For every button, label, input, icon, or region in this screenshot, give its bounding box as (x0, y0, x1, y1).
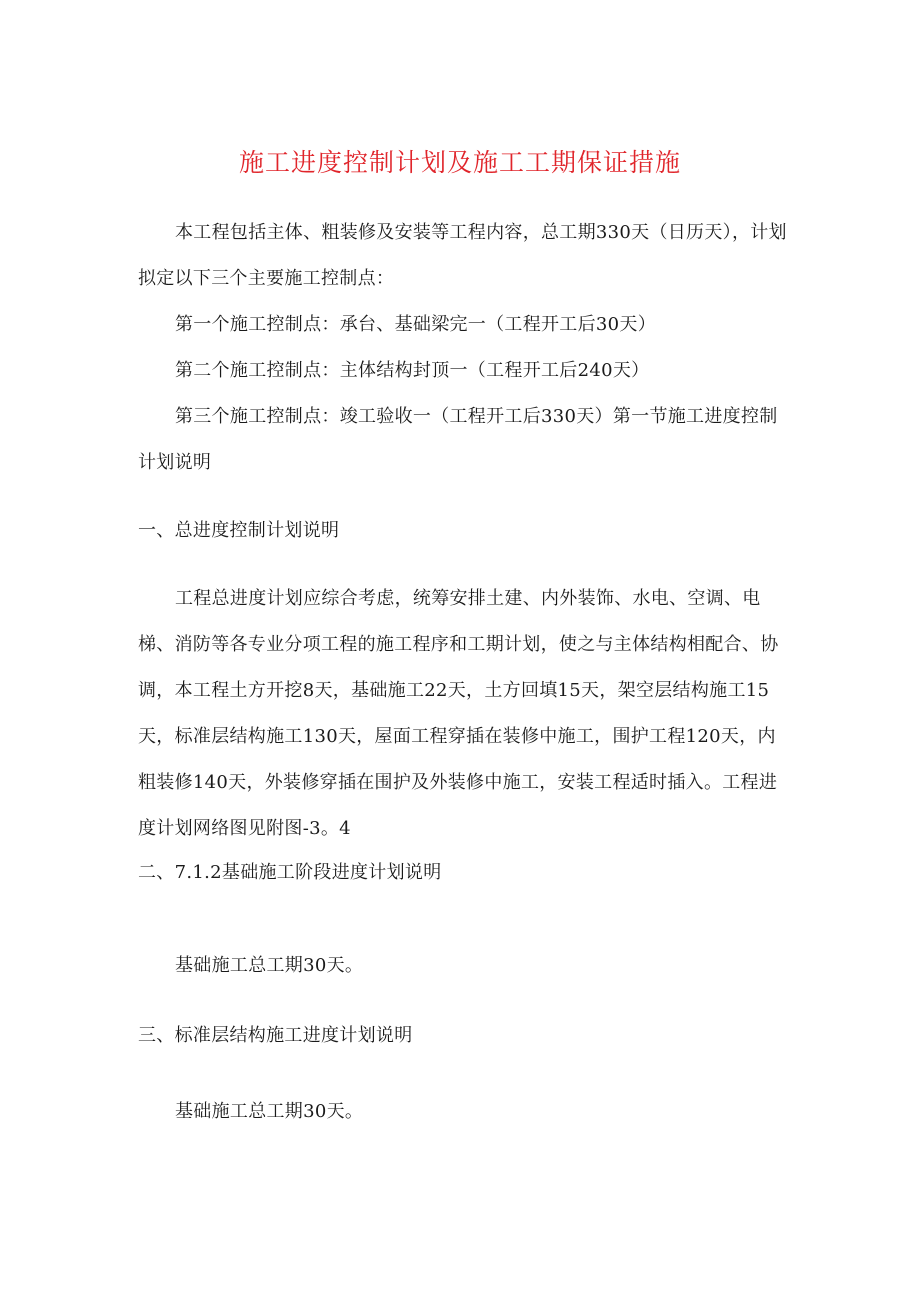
section-3-body: 基础施工总工期30天。 (175, 1101, 364, 1122)
section-2-body: 基础施工总工期30天。 (175, 955, 364, 976)
section-3-heading: 三、标准层结构施工进度计划说明 (138, 1025, 413, 1046)
control-point-3: 第三个施工控制点：竣工验收一（工程开工后330天）第一节施工进度控制计划说明 (138, 406, 778, 473)
section-1-heading: 一、总进度控制计划说明 (138, 520, 340, 541)
document-title: 施工进度控制计划及施工工期保证措施 (238, 148, 681, 177)
intro-paragraph: 本工程包括主体、粗装修及安装等工程内容，总工期330天（日历天），计划拟定以下三个主要施工控制点： (138, 222, 787, 289)
section-1-body: 工程总进度计划应综合考虑，统筹安排土建、内外装饰、水电、空调、电梯、消防等各专业分项工程的施工程序和工期计划，使之与主体结构相配合、协调，本工程土方开挖8天，基础施工22天，土方回填15天，架空层结构施工15天，标准层结构施工130天，屋面工程穿插在装修中施工，围护工程120天，内粗装修140天，外装修穿插在围护及外装修中施工，安装工程适时插入。工程进度计划网络图见附图-3。4 (138, 588, 779, 839)
control-point-1: 第一个施工控制点：承台、基础梁完一（工程开工后30天） (175, 314, 657, 335)
section-2-heading: 二、7.1.2基础施工阶段进度计划说明 (138, 862, 442, 883)
control-point-2: 第二个施工控制点：主体结构封顶一（工程开工后240天） (175, 360, 650, 381)
